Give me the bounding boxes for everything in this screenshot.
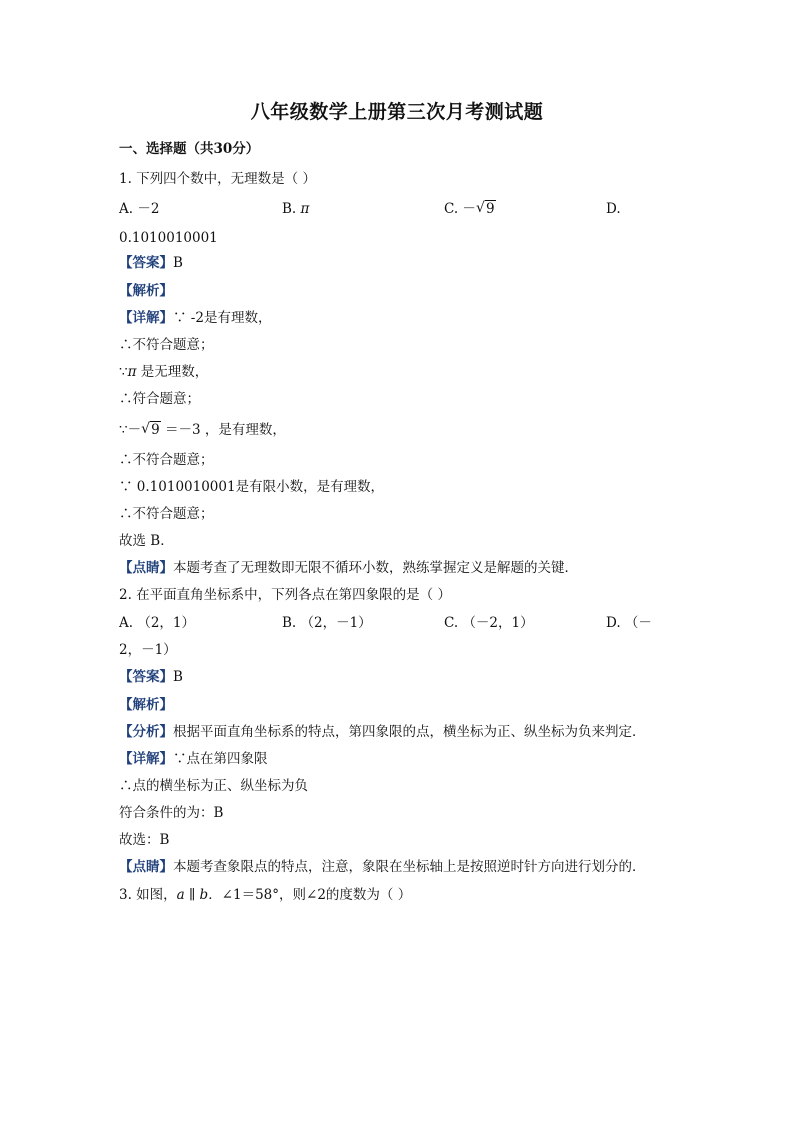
section-heading: 一、选择题（共30分） (119, 141, 260, 157)
q1-detail-8: ∴不符合题意； (119, 506, 214, 522)
q1-detail-9: 故选 B． (119, 533, 174, 549)
q2-fenxi: 【分析】根据平面直角坐标系的特点，第四象限的点，横坐标为正、纵坐标为负来判定． (119, 724, 646, 740)
q1-detail-7: ∵ 0.1010010001是有限小数，是有理数， (119, 479, 385, 495)
q2-option-b: B. （2，－1） (282, 615, 372, 631)
q3-stem: 3. 如图，a ∥ b．∠1＝58°，则∠2的度数为（ ） (119, 887, 412, 903)
q1-option-a: A. －2 (119, 201, 160, 217)
q1-detail-5: ∵－ √ 9 ＝－3 ，是有理数， (119, 421, 286, 438)
q1-answer: 【答案】B (119, 255, 183, 271)
q2-option-d-value: 2，－1） (119, 642, 177, 658)
q1-option-c: C. － √ 9 (444, 200, 495, 217)
q2-detail-4: 故选：B (119, 832, 170, 848)
q1-detail-6: ∴不符合题意； (119, 452, 214, 468)
q2-detail-3: 符合条件的为：B (119, 805, 224, 821)
q1-option-b: B. π (282, 201, 310, 217)
q1-detail-1: 【详解】∵ -2是有理数， (119, 310, 272, 326)
q1-analysis-tag: 【解析】 (119, 283, 173, 299)
q2-detail-2: ∴点的横坐标为正、纵坐标为负 (119, 778, 308, 794)
q2-stem: 2. 在平面直角坐标系中，下列各点在第四象限的是（ ） (119, 587, 451, 603)
q1-comment: 【点睛】本题考查了无理数即无限不循环小数，熟练掌握定义是解题的关键． (119, 560, 578, 576)
q1-detail-3: ∵π 是无理数， (119, 364, 209, 380)
q1-detail-2: ∴不符合题意； (119, 337, 214, 353)
sqrt-symbol: √ 9 (475, 200, 495, 217)
q1-option-d-value: 0.1010010001 (119, 230, 218, 246)
q2-detail-1: 【详解】∵点在第四象限 (119, 751, 268, 767)
page-title: 八年级数学上册第三次月考测试题 (250, 101, 544, 123)
q2-option-d: D. （－ (606, 615, 652, 631)
q2-option-a: A. （2，1） (119, 615, 196, 631)
q2-option-c: C. （－2，1） (444, 615, 534, 631)
q2-answer: 【答案】B (119, 669, 183, 685)
q1-stem: 1. 下列四个数中，无理数是（ ） (119, 171, 316, 187)
q2-comment: 【点睛】本题考查象限点的特点，注意，象限在坐标轴上是按照逆时针方向进行划分的． (119, 859, 646, 875)
q1-detail-4: ∴符合题意； (119, 391, 200, 407)
q2-analysis-tag: 【解析】 (119, 697, 173, 713)
q1-option-d: D. (606, 201, 621, 217)
